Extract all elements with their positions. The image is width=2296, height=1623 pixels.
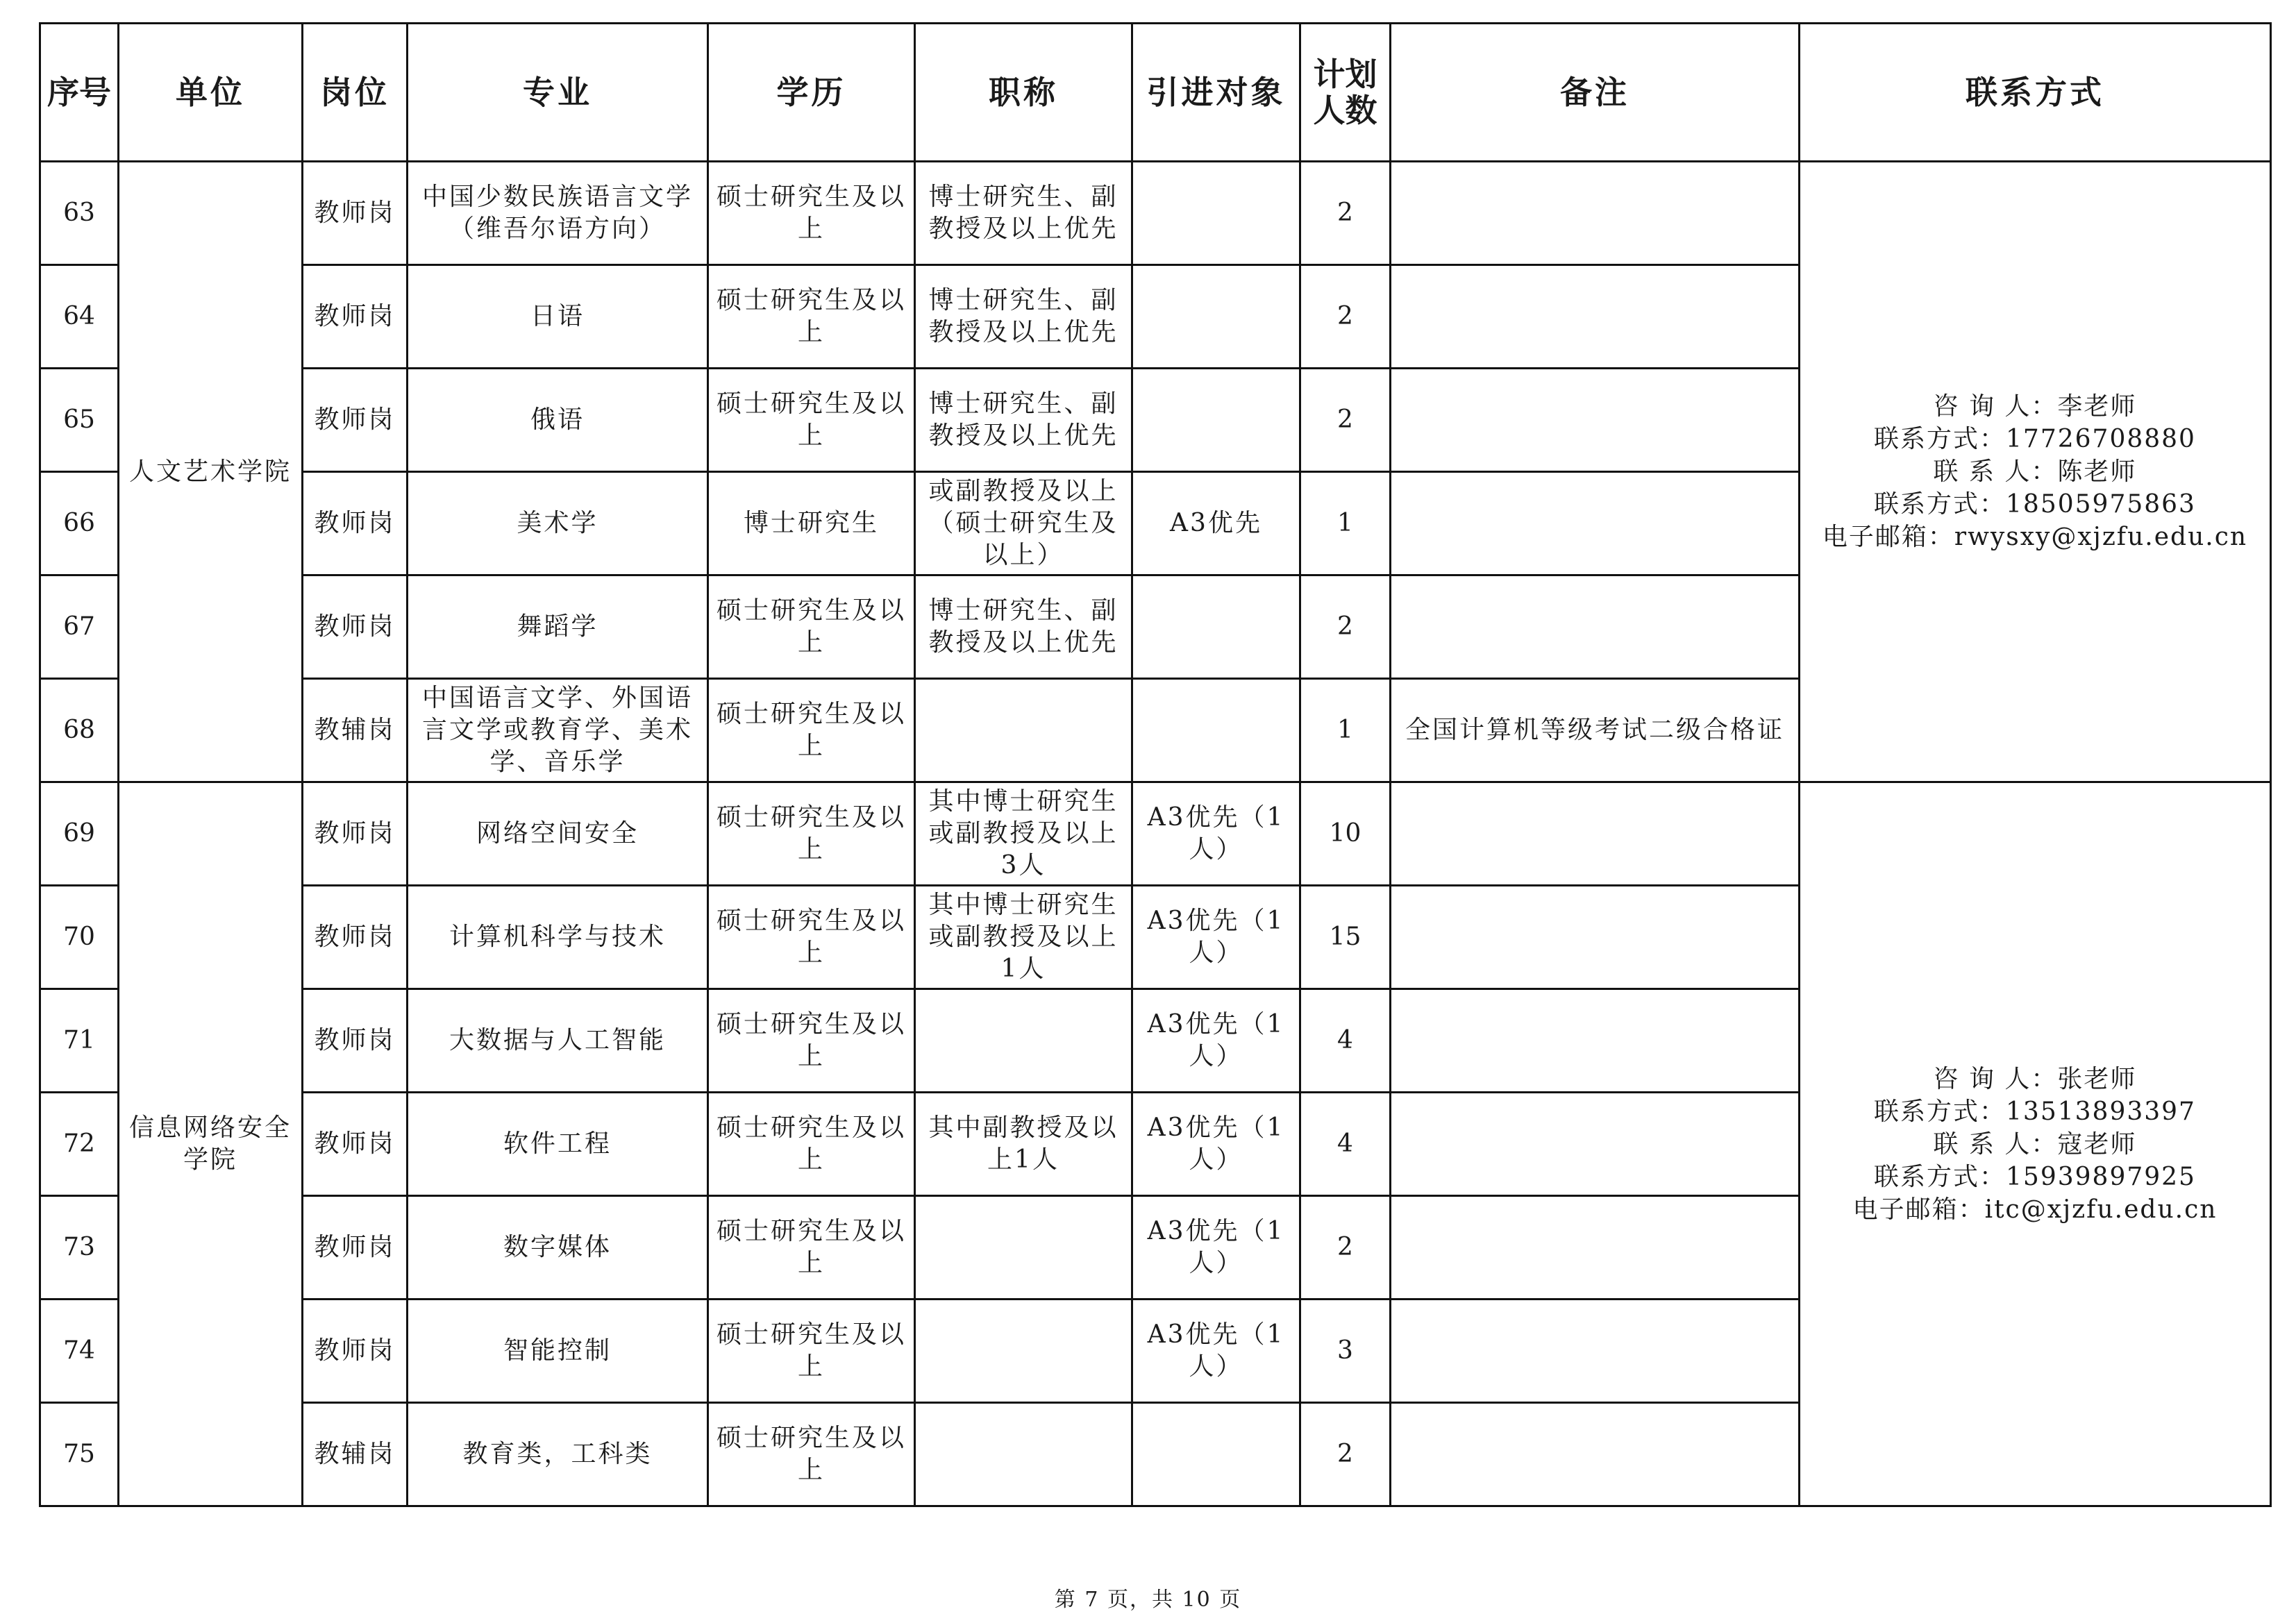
cell-education: 硕士研究生及以上 bbox=[708, 369, 915, 472]
cell-count: 2 bbox=[1300, 369, 1391, 472]
header-major: 专业 bbox=[408, 24, 708, 162]
cell-target: A3优先（1人） bbox=[1132, 1093, 1300, 1196]
cell-title: 其中博士研究生或副教授及以上3人 bbox=[915, 782, 1132, 886]
contact-line: 电子邮箱：rwysxy@xjzfu.edu.cn bbox=[1822, 523, 2248, 551]
cell-major: 软件工程 bbox=[408, 1093, 708, 1196]
cell-title bbox=[915, 989, 1132, 1093]
cell-post: 教师岗 bbox=[303, 575, 408, 679]
cell-target bbox=[1132, 265, 1300, 369]
cell-index: 65 bbox=[40, 369, 119, 472]
cell-post: 教师岗 bbox=[303, 369, 408, 472]
cell-education: 硕士研究生及以上 bbox=[708, 1403, 915, 1506]
cell-post: 教辅岗 bbox=[303, 679, 408, 782]
cell-major: 计算机科学与技术 bbox=[408, 886, 708, 989]
cell-title: 博士研究生、副教授及以上优先 bbox=[915, 369, 1132, 472]
cell-major: 中国语言文学、外国语言文学或教育学、美术学、音乐学 bbox=[408, 679, 708, 782]
cell-unit: 人文艺术学院 bbox=[119, 162, 303, 782]
cell-major: 舞蹈学 bbox=[408, 575, 708, 679]
cell-index: 75 bbox=[40, 1403, 119, 1506]
cell-post: 教师岗 bbox=[303, 162, 408, 265]
cell-note: 全国计算机等级考试二级合格证 bbox=[1391, 679, 1800, 782]
cell-target bbox=[1132, 575, 1300, 679]
page-footer: 第 7 页，共 10 页 bbox=[1054, 1588, 1242, 1612]
cell-post: 教师岗 bbox=[303, 886, 408, 989]
cell-education: 硕士研究生及以上 bbox=[708, 162, 915, 265]
header-target: 引进对象 bbox=[1132, 24, 1300, 162]
cell-post: 教辅岗 bbox=[303, 1403, 408, 1506]
cell-title: 博士研究生、副教授及以上优先 bbox=[915, 575, 1132, 679]
header-unit: 单位 bbox=[119, 24, 303, 162]
cell-note bbox=[1391, 989, 1800, 1093]
cell-education: 硕士研究生及以上 bbox=[708, 265, 915, 369]
cell-count: 4 bbox=[1300, 989, 1391, 1093]
cell-index: 71 bbox=[40, 989, 119, 1093]
cell-unit: 信息网络安全学院 bbox=[119, 782, 303, 1506]
cell-education: 硕士研究生及以上 bbox=[708, 1300, 915, 1403]
header-index: 序号 bbox=[40, 24, 119, 162]
table-header bbox=[40, 24, 2271, 162]
cell-target: A3优先（1人） bbox=[1132, 886, 1300, 989]
cell-index: 70 bbox=[40, 886, 119, 989]
cell-target: A3优先（1人） bbox=[1132, 782, 1300, 886]
cell-education: 硕士研究生及以上 bbox=[708, 989, 915, 1093]
table-row bbox=[40, 162, 2271, 265]
cell-education: 硕士研究生及以上 bbox=[708, 886, 915, 989]
recruitment-table-page bbox=[39, 22, 2270, 1540]
contact-line: 联系方式：17726708880 bbox=[1874, 425, 2196, 453]
cell-post: 教师岗 bbox=[303, 1300, 408, 1403]
cell-count: 2 bbox=[1300, 575, 1391, 679]
cell-education: 博士研究生 bbox=[708, 472, 915, 575]
cell-count: 2 bbox=[1300, 1403, 1391, 1506]
cell-count: 10 bbox=[1300, 782, 1391, 886]
contact-line: 联系方式：15939897925 bbox=[1874, 1162, 2196, 1191]
cell-post: 教师岗 bbox=[303, 782, 408, 886]
cell-count: 2 bbox=[1300, 162, 1391, 265]
header-count: 计划人数 bbox=[1300, 24, 1391, 162]
cell-note bbox=[1391, 472, 1800, 575]
cell-target: A3优先（1人） bbox=[1132, 1300, 1300, 1403]
cell-post: 教师岗 bbox=[303, 989, 408, 1093]
cell-index: 69 bbox=[40, 782, 119, 886]
contact-line: 电子邮箱：itc@xjzfu.edu.cn bbox=[1852, 1195, 2218, 1224]
cell-note bbox=[1391, 575, 1800, 679]
contact-line: 联 系 人：陈老师 bbox=[1933, 457, 2137, 486]
table-body bbox=[40, 162, 2271, 1506]
cell-title: 其中副教授及以上1人 bbox=[915, 1093, 1132, 1196]
cell-index: 64 bbox=[40, 265, 119, 369]
contact-line: 联系方式：13513893397 bbox=[1874, 1097, 2196, 1126]
cell-target bbox=[1132, 369, 1300, 472]
cell-major: 美术学 bbox=[408, 472, 708, 575]
cell-title bbox=[915, 1196, 1132, 1300]
cell-education: 硕士研究生及以上 bbox=[708, 1196, 915, 1300]
cell-major: 教育类，工科类 bbox=[408, 1403, 708, 1506]
cell-note bbox=[1391, 162, 1800, 265]
cell-major: 智能控制 bbox=[408, 1300, 708, 1403]
header-note: 备注 bbox=[1391, 24, 1800, 162]
cell-title: 博士研究生、副教授及以上优先 bbox=[915, 162, 1132, 265]
cell-major: 网络空间安全 bbox=[408, 782, 708, 886]
cell-title: 博士研究生、副教授及以上优先 bbox=[915, 265, 1132, 369]
cell-title bbox=[915, 1403, 1132, 1506]
cell-major: 中国少数民族语言文学（维吾尔语方向） bbox=[408, 162, 708, 265]
cell-index: 68 bbox=[40, 679, 119, 782]
header-education: 学历 bbox=[708, 24, 915, 162]
header-row bbox=[40, 24, 2271, 162]
cell-count: 2 bbox=[1300, 265, 1391, 369]
cell-title: 其中博士研究生或副教授及以上1人 bbox=[915, 886, 1132, 989]
contact-line: 咨 询 人：李老师 bbox=[1933, 392, 2137, 421]
cell-target: A3优先（1人） bbox=[1132, 1196, 1300, 1300]
table-row bbox=[40, 782, 2271, 886]
cell-major: 俄语 bbox=[408, 369, 708, 472]
cell-contact bbox=[1800, 162, 2271, 782]
cell-note bbox=[1391, 1196, 1800, 1300]
cell-target: A3优先（1人） bbox=[1132, 989, 1300, 1093]
header-title: 职称 bbox=[915, 24, 1132, 162]
contact-line: 咨 询 人：张老师 bbox=[1933, 1064, 2137, 1093]
cell-count: 3 bbox=[1300, 1300, 1391, 1403]
cell-target: A3优先 bbox=[1132, 472, 1300, 575]
cell-note bbox=[1391, 886, 1800, 989]
cell-note bbox=[1391, 782, 1800, 886]
cell-major: 数字媒体 bbox=[408, 1196, 708, 1300]
cell-note bbox=[1391, 1403, 1800, 1506]
header-contact: 联系方式 bbox=[1800, 24, 2271, 162]
contact-line: 联系方式：18505975863 bbox=[1874, 490, 2196, 519]
cell-note bbox=[1391, 369, 1800, 472]
cell-education: 硕士研究生及以上 bbox=[708, 679, 915, 782]
cell-title: 或副教授及以上（硕士研究生及以上） bbox=[915, 472, 1132, 575]
cell-index: 66 bbox=[40, 472, 119, 575]
recruitment-table bbox=[39, 22, 2272, 1507]
cell-index: 63 bbox=[40, 162, 119, 265]
cell-major: 日语 bbox=[408, 265, 708, 369]
cell-post: 教师岗 bbox=[303, 1093, 408, 1196]
cell-index: 73 bbox=[40, 1196, 119, 1300]
cell-target bbox=[1132, 1403, 1300, 1506]
cell-count: 1 bbox=[1300, 679, 1391, 782]
cell-index: 74 bbox=[40, 1300, 119, 1403]
cell-index: 72 bbox=[40, 1093, 119, 1196]
header-post: 岗位 bbox=[303, 24, 408, 162]
cell-education: 硕士研究生及以上 bbox=[708, 575, 915, 679]
cell-title bbox=[915, 679, 1132, 782]
cell-major: 大数据与人工智能 bbox=[408, 989, 708, 1093]
cell-count: 1 bbox=[1300, 472, 1391, 575]
cell-title bbox=[915, 1300, 1132, 1403]
cell-note bbox=[1391, 1093, 1800, 1196]
cell-post: 教师岗 bbox=[303, 265, 408, 369]
cell-count: 15 bbox=[1300, 886, 1391, 989]
cell-note bbox=[1391, 1300, 1800, 1403]
cell-index: 67 bbox=[40, 575, 119, 679]
cell-note bbox=[1391, 265, 1800, 369]
cell-post: 教师岗 bbox=[303, 472, 408, 575]
cell-count: 4 bbox=[1300, 1093, 1391, 1196]
cell-education: 硕士研究生及以上 bbox=[708, 1093, 915, 1196]
cell-post: 教师岗 bbox=[303, 1196, 408, 1300]
cell-target bbox=[1132, 162, 1300, 265]
cell-contact bbox=[1800, 782, 2271, 1506]
contact-line: 联 系 人：寇老师 bbox=[1933, 1129, 2137, 1159]
cell-target bbox=[1132, 679, 1300, 782]
cell-education: 硕士研究生及以上 bbox=[708, 782, 915, 886]
cell-count: 2 bbox=[1300, 1196, 1391, 1300]
